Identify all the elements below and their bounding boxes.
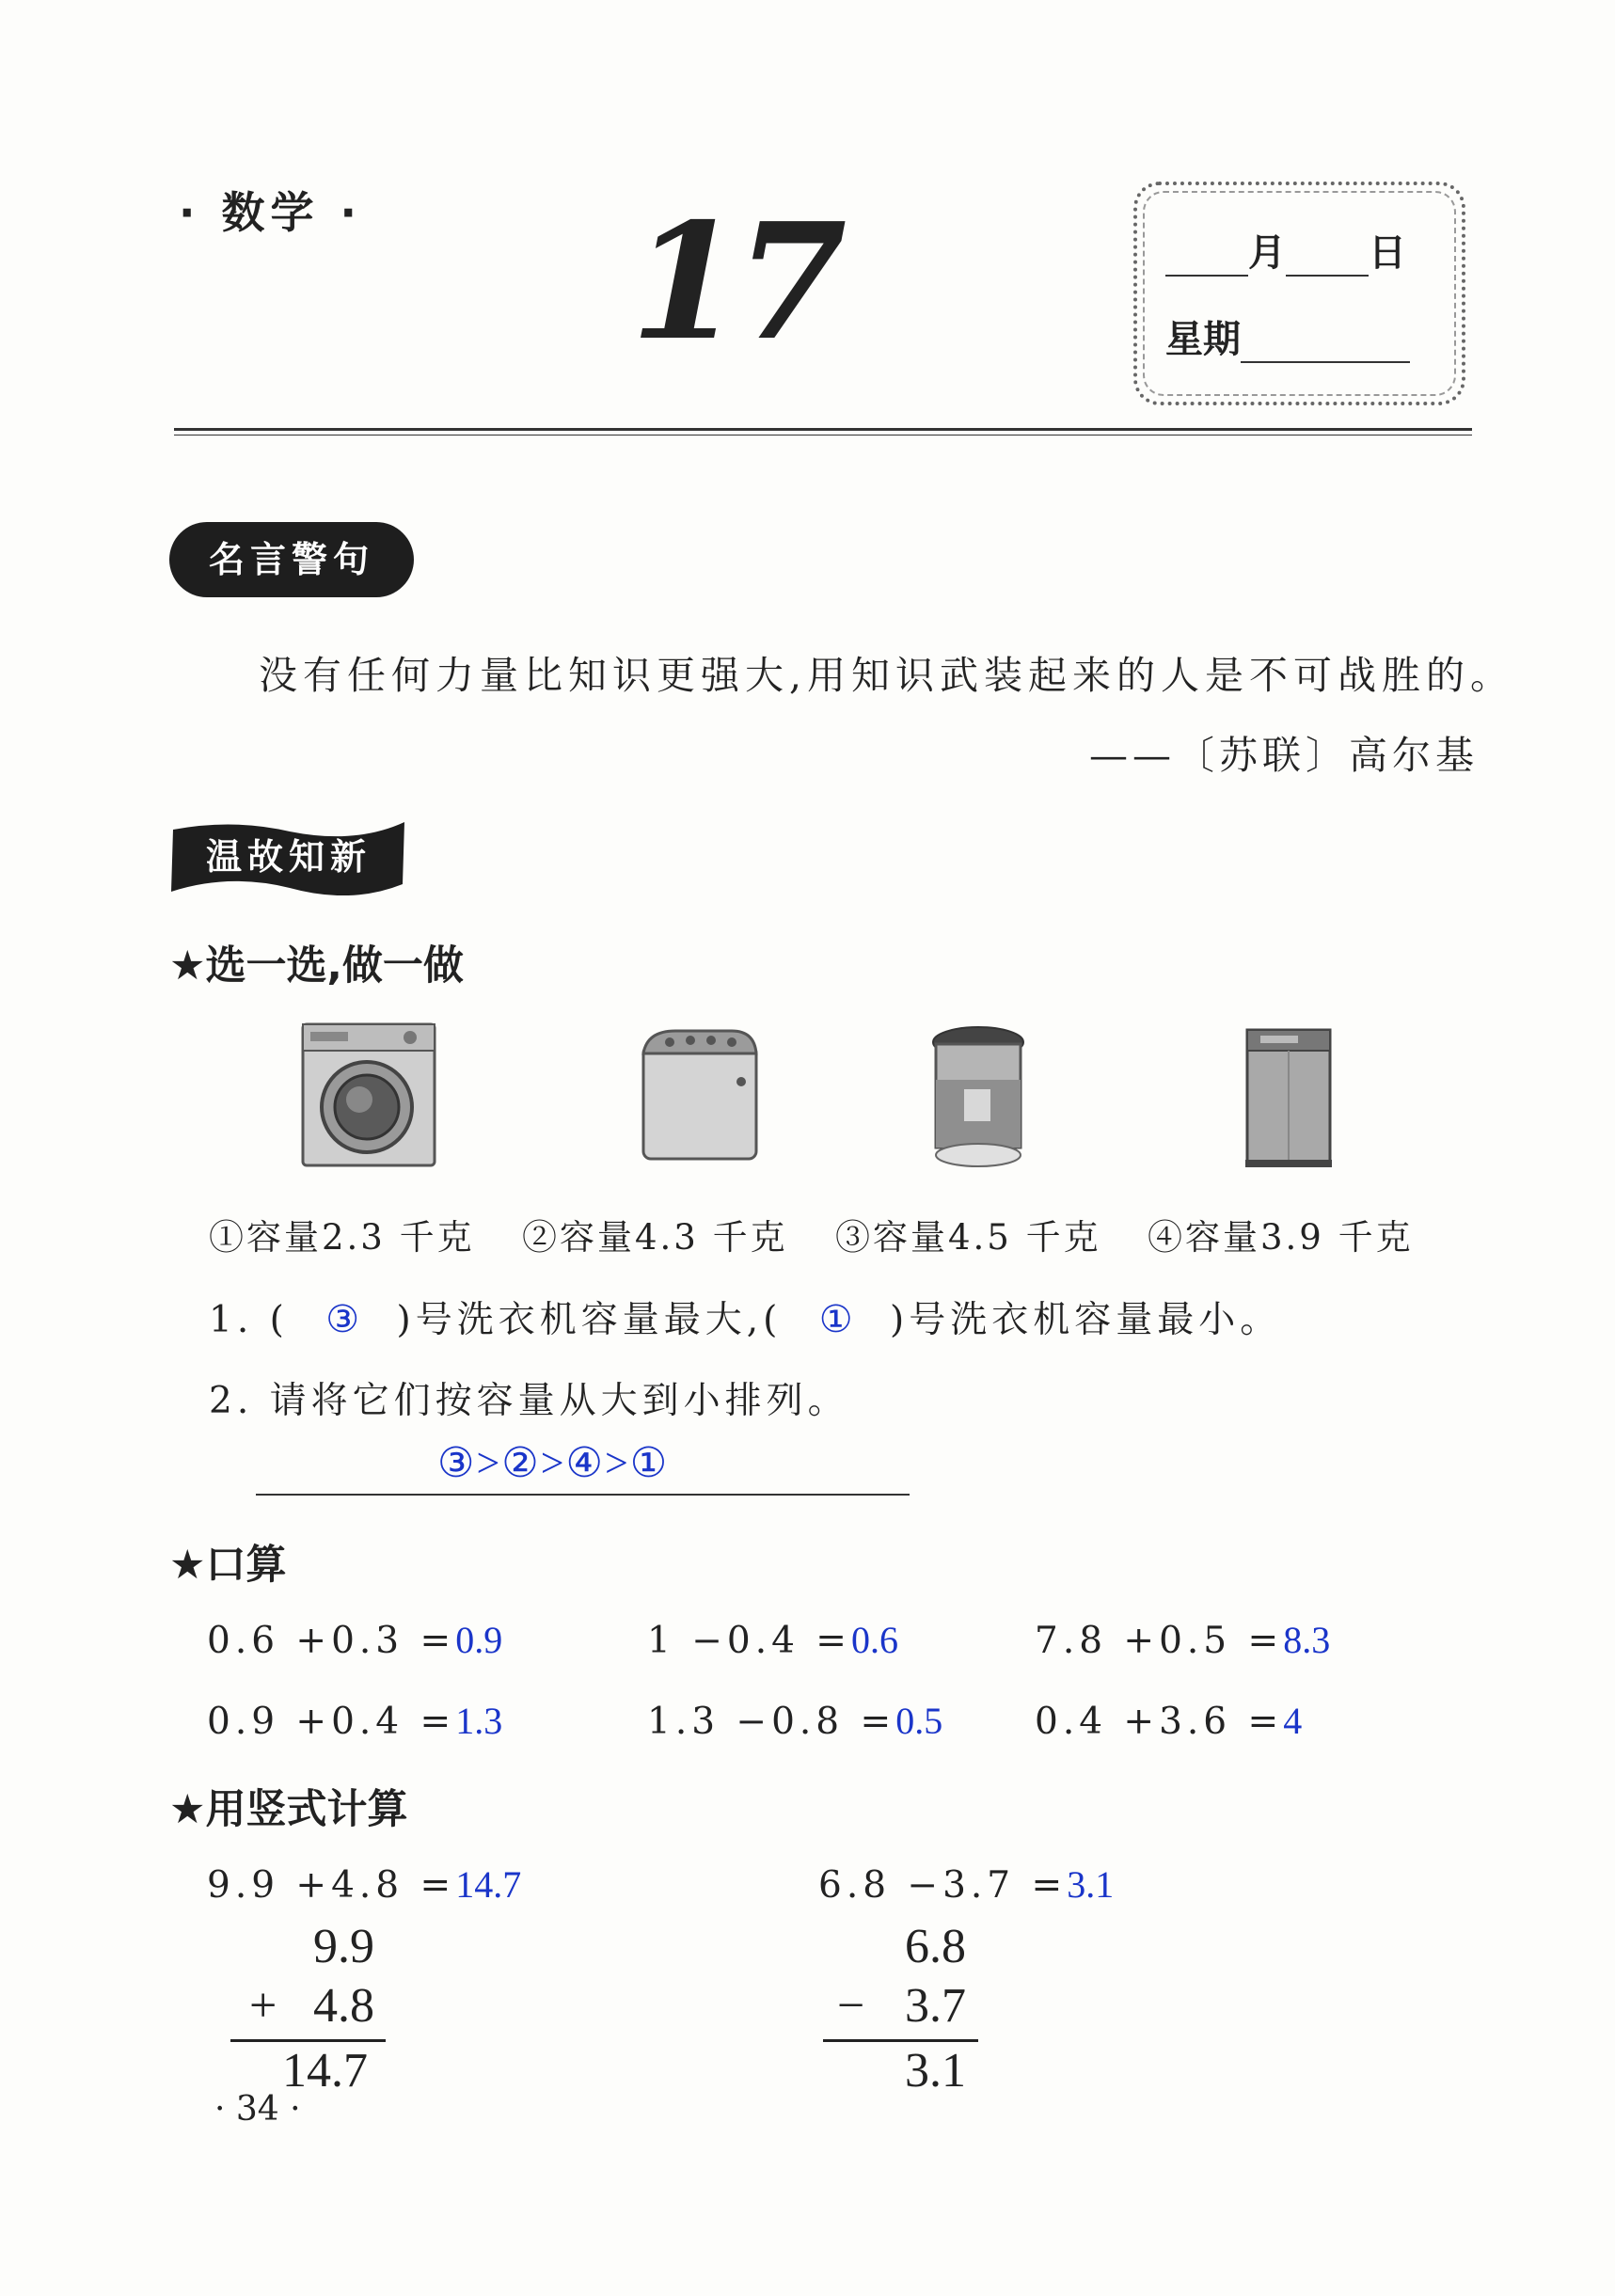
twin-tub-washer-icon: [638, 1025, 762, 1166]
day-blank[interactable]: [1286, 239, 1369, 277]
q1-middle: )号洗衣机容量最大,(: [396, 1299, 783, 1341]
mental-calc-answer[interactable]: 0.9: [455, 1619, 503, 1661]
question-1: [209, 1291, 1281, 1343]
top-loader-washer-icon: [1242, 1021, 1336, 1171]
mental-calc-answer[interactable]: 8.3: [1283, 1619, 1331, 1661]
mental-calc-3: [1035, 1618, 1330, 1662]
mental-calc-1: [207, 1618, 502, 1662]
mental-calc-expr: 1 −0.4 =: [647, 1620, 851, 1662]
header-rule: [174, 428, 1472, 431]
vertical-line-2: [823, 2039, 978, 2042]
day-number: 17: [630, 188, 842, 376]
subject-label: · 数学 ·: [179, 187, 362, 238]
weekday-label: 星期: [1165, 318, 1241, 361]
section-mental-math-heading: ★口算: [169, 1542, 287, 1589]
mental-calc-expr: 0.6 +0.3 =: [207, 1620, 456, 1662]
mental-calc-4: [207, 1699, 502, 1743]
review-badge-label: 温故知新: [205, 836, 372, 878]
q1-answer-largest[interactable]: ③: [325, 1298, 360, 1340]
day-label: 日: [1369, 231, 1406, 275]
quote-text: 没有任何力量比知识更强大,用知识武装起来的人是不可战胜的。: [259, 653, 1515, 698]
date-box: [1133, 182, 1465, 405]
capacity-caption-3: ③容量4.5 千克: [835, 1217, 1101, 1258]
weekday-row: [1165, 309, 1410, 363]
vertical-op-2: −: [837, 1979, 865, 2033]
vertical-answer[interactable]: 14.7: [455, 1863, 522, 1906]
weekday-blank[interactable]: [1241, 325, 1410, 363]
q2-answer-line: [256, 1494, 910, 1496]
vertical-answer[interactable]: 3.1: [1067, 1863, 1115, 1906]
vertical-result-1: 14.7: [282, 2044, 368, 2098]
q1-suffix: )号洗衣机容量最小。: [890, 1299, 1282, 1341]
vertical-problem-1: [207, 1862, 521, 1907]
q1-answer-smallest[interactable]: ①: [818, 1298, 853, 1340]
mental-calc-answer[interactable]: 0.6: [851, 1619, 898, 1661]
mental-calc-answer[interactable]: 1.3: [455, 1700, 503, 1742]
vertical-expr: 9.9 +4.8 =: [207, 1864, 456, 1907]
q2-answer[interactable]: ③>②>④>①: [437, 1440, 670, 1486]
vertical-bottom-2: 3.7: [905, 1979, 966, 2033]
month-blank[interactable]: [1165, 239, 1248, 277]
quote-author: ——〔苏联〕高尔基: [1089, 733, 1479, 778]
vertical-top-1: 9.9: [313, 1920, 374, 1973]
mental-calc-expr: 0.9 +0.4 =: [207, 1701, 456, 1743]
date-row: [1165, 223, 1406, 277]
vertical-line-1: [230, 2039, 386, 2042]
mental-calc-expr: 7.8 +0.5 =: [1035, 1620, 1284, 1662]
vertical-bottom-1: 4.8: [313, 1979, 374, 2033]
mental-calc-expr: 0.4 +3.6 =: [1035, 1701, 1284, 1743]
mental-calc-5: [647, 1699, 942, 1743]
mini-washer-icon: [926, 1023, 1030, 1172]
question-2: 2. 请将它们按容量从大到小排列。: [209, 1380, 849, 1422]
mental-calc-answer[interactable]: 4: [1283, 1700, 1303, 1742]
mental-calc-expr: 1.3 −0.8 =: [647, 1701, 896, 1743]
mental-calc-answer[interactable]: 0.5: [895, 1700, 943, 1742]
vertical-expr: 6.8 −3.7 =: [818, 1864, 1068, 1907]
month-label: 月: [1248, 231, 1286, 275]
capacity-caption-1: ①容量2.3 千克: [209, 1217, 475, 1258]
vertical-result-2: 3.1: [905, 2044, 966, 2098]
capacity-caption-2: ②容量4.3 千克: [522, 1217, 788, 1258]
section-choose-heading: ★选一选,做一做: [169, 942, 464, 990]
mental-calc-2: [647, 1618, 898, 1662]
q1-prefix: 1. (: [209, 1299, 289, 1341]
section-vertical-calc-heading: ★用竖式计算: [169, 1786, 408, 1833]
vertical-problem-2: [818, 1862, 1114, 1907]
mental-calc-6: [1035, 1699, 1302, 1743]
page-number: · 34 ·: [214, 2090, 301, 2129]
vertical-op-1: +: [249, 1979, 277, 2033]
capacity-caption-4: ④容量3.9 千克: [1148, 1217, 1414, 1258]
review-badge: [167, 818, 410, 895]
motto-badge: 名言警句: [169, 522, 414, 597]
vertical-top-2: 6.8: [905, 1920, 966, 1973]
front-loader-washer-icon: [299, 1021, 438, 1169]
